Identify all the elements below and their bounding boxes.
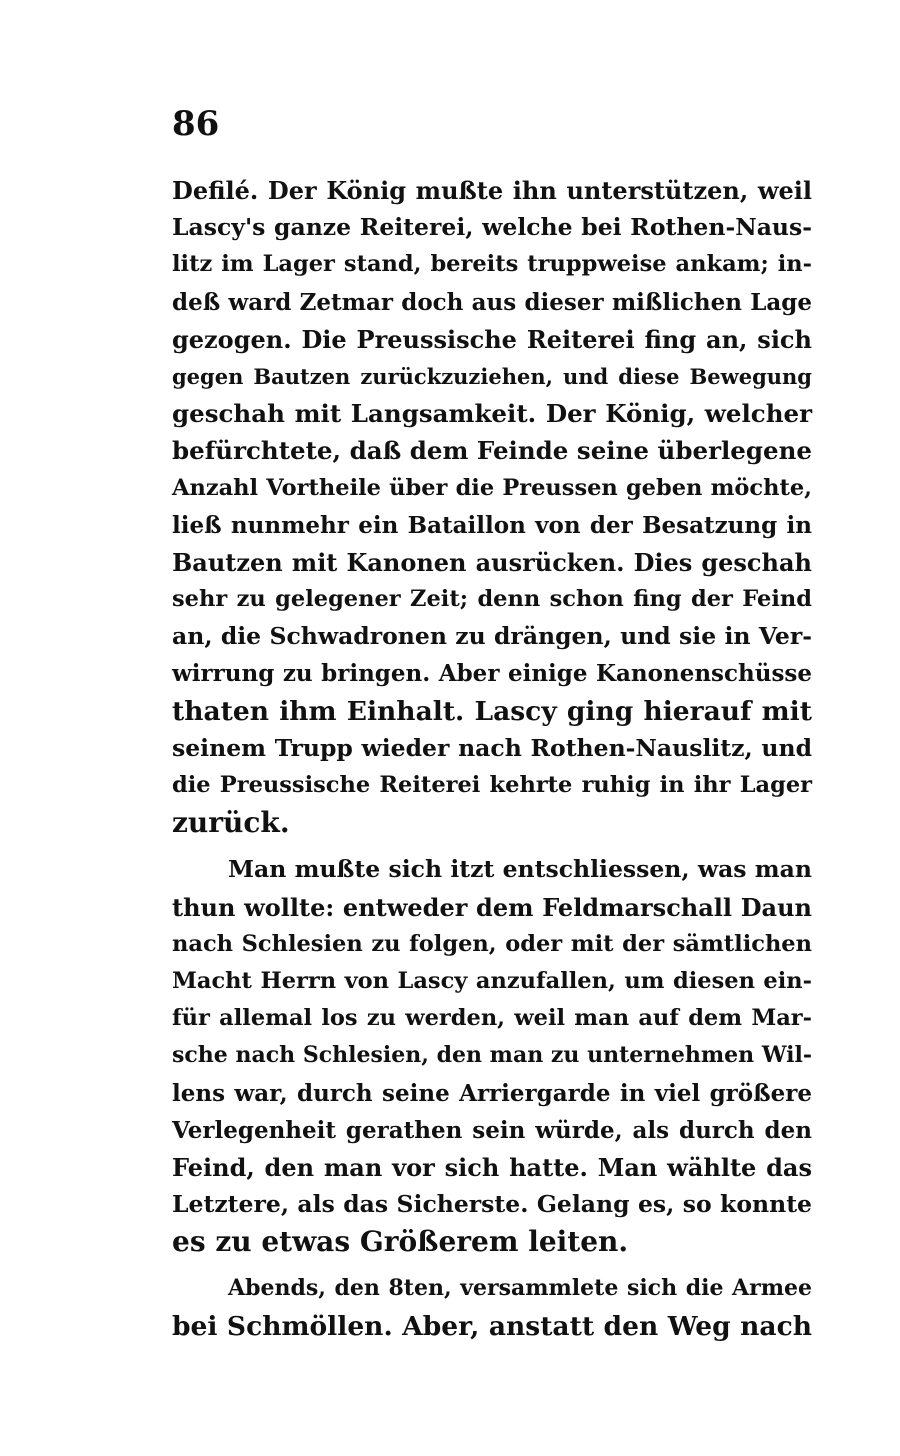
text-line: ließ nunmehr ein Bataillon von der Besatzung in	[172, 511, 812, 539]
text-line: gegen Bautzen zurückzuziehen, und diese Bewegung	[172, 363, 812, 389]
text-line: litz im Lager stand, bereits truppweise ankam; in-	[172, 251, 812, 278]
text-line: lens war, durch seine Arriergarde in viel größere	[172, 1079, 812, 1107]
text-line: wirrung zu bringen. Aber einige Kanonenschüsse	[172, 660, 812, 688]
paragraph-gap	[172, 841, 812, 851]
paragraph-3	[172, 1270, 812, 1344]
text-line: gezogen. Die Preussische Reiterei fing an, sich	[172, 324, 812, 354]
text-line: Bautzen mit Kanonen ausrücken. Dies geschah	[172, 547, 812, 577]
text-line: Defilé. Der König mußte ihn unterstützen, weil	[172, 176, 812, 205]
text-line: Verlegenheit gerathen sein würde, als durch den	[172, 1116, 812, 1144]
text-line: an, die Schwadronen zu drängen, und sie in Ver-	[172, 622, 812, 651]
text-line: Abends, den 8ten, versammlete sich die Armee	[228, 1275, 812, 1302]
text-line: sehr zu gelegener Zeit; denn schon fing der Feind	[172, 586, 812, 613]
paragraph-2	[172, 851, 812, 1260]
paragraph-gap	[172, 1260, 812, 1270]
text-line: Man mußte sich itzt entschliessen, was man	[228, 855, 812, 884]
text-line: Feind, den man vor sich hatte. Man wählte das	[172, 1152, 812, 1182]
text-line: Anzahl Vortheile über die Preussen geben möchte,	[172, 474, 812, 501]
text-line: deß ward Zetmar doch aus dieser mißlichen Lage	[172, 288, 812, 316]
text-line: nach Schlesien zu folgen, oder mit der sämtlichen	[172, 930, 812, 957]
text-line: Macht Herrn von Lascy anzufallen, um diesen ein-	[172, 967, 812, 994]
text-line: Letztere, als das Sicherste. Gelang es, so konnte	[172, 1190, 812, 1219]
text-line: für allemal los zu werden, weil man auf dem Mar-	[172, 1005, 812, 1032]
text-line: thun wollte: entweder dem Feldmarschall Daun	[172, 892, 812, 922]
text-line: zurück.	[172, 806, 290, 840]
text-line: seinem Trupp wieder nach Rothen-Nauslitz, und	[172, 733, 812, 762]
text-line: Lascy's ganze Reiterei, welche bei Rothen-Naus-	[172, 213, 812, 242]
text-line: bei Schmöllen. Aber, anstatt den Weg nach	[172, 1310, 812, 1342]
text-line: die Preussische Reiterei kehrte ruhig in ihr Lager	[172, 772, 812, 798]
page-number: 86	[172, 104, 220, 144]
text-line: thaten ihm Einhalt. Lascy ging hierauf mit	[172, 695, 812, 727]
paragraph-1	[172, 172, 812, 841]
body-text	[172, 172, 812, 1345]
text-line: es zu etwas Größerem leiten.	[172, 1225, 629, 1259]
text-line: befürchtete, daß dem Feinde seine überlegene	[172, 436, 812, 466]
text-line: sche nach Schlesien, den man zu unternehmen Wil-	[172, 1042, 812, 1069]
text-line: geschah mit Langsamkeit. Der König, welcher	[172, 399, 812, 429]
